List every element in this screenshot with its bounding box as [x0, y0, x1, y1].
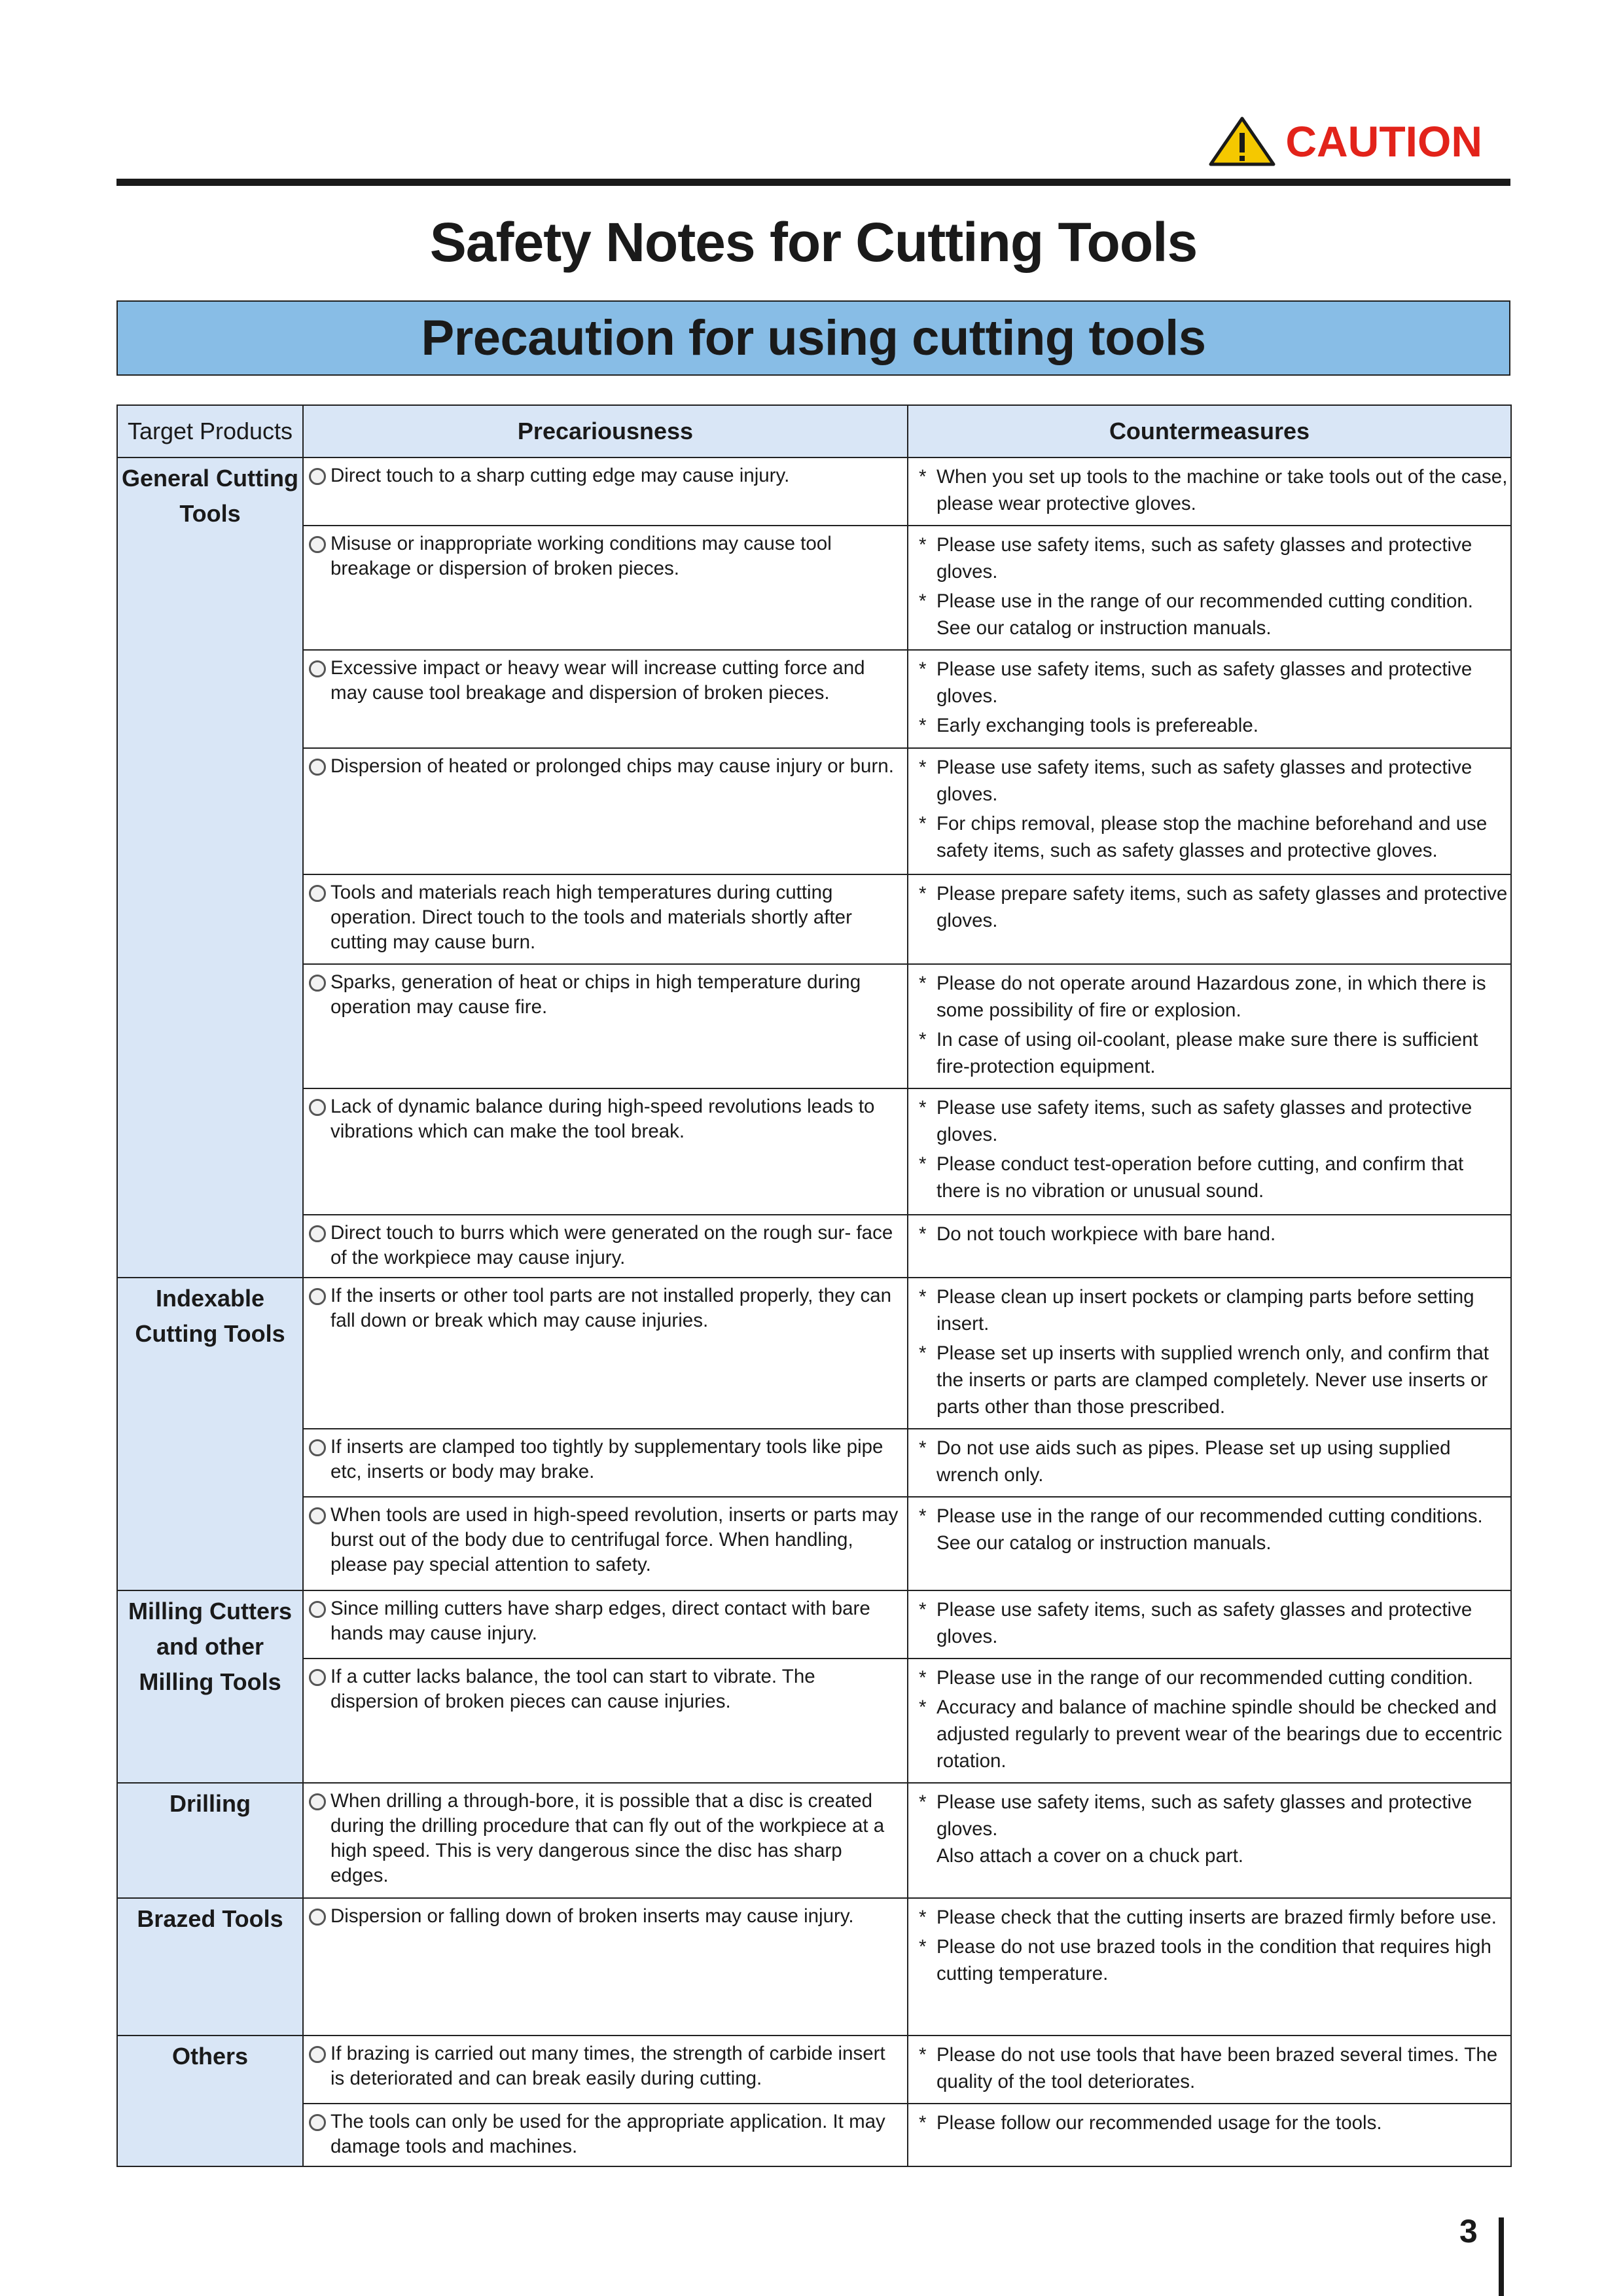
- countermeasure-item: [919, 531, 1508, 585]
- countermeasure-item: [919, 1503, 1508, 1556]
- countermeasure-text: Please use in the range of our recommended cutting condition.: [936, 1667, 1473, 1689]
- circle-bullet-icon: [309, 975, 326, 992]
- countermeasures-cell: [908, 748, 1511, 874]
- countermeasure-text: Also attach a cover on a chuck part.: [936, 1845, 1243, 1867]
- precariousness-item: [309, 1283, 904, 1333]
- precariousness-item: [309, 970, 904, 1020]
- countermeasure-item: [919, 1842, 1508, 1869]
- asterisk-bullet-icon: *: [919, 1286, 927, 1308]
- countermeasure-text: Please use safety items, such as safety glasses and protective gloves.: [936, 1097, 1472, 1145]
- table-row: [117, 1497, 1511, 1590]
- precariousness-text: Dispersion or falling down of broken inserts may cause injury.: [330, 1905, 854, 1927]
- circle-bullet-icon: [309, 759, 326, 776]
- precariousness-cell: [303, 1659, 908, 1783]
- circle-bullet-icon: [309, 660, 326, 677]
- countermeasures-cell: [908, 874, 1511, 964]
- page-title: Safety Notes for Cutting Tools: [429, 211, 1198, 273]
- countermeasure-item: [919, 1094, 1508, 1148]
- asterisk-bullet-icon: *: [919, 973, 927, 994]
- countermeasure-item: [919, 1283, 1508, 1337]
- precariousness-cell: [303, 1783, 908, 1898]
- countermeasure-item: [919, 1904, 1508, 1931]
- table-row: [117, 2104, 1511, 2166]
- precariousness-item: [309, 1094, 904, 1144]
- countermeasure-text: When you set up tools to the machine or take tools out of the case, please wear protective gloves.: [936, 466, 1508, 514]
- circle-bullet-icon: [309, 1225, 326, 1242]
- table-row: [117, 1898, 1511, 2036]
- header-countermeasures: Countermeasures: [908, 405, 1511, 457]
- precariousness-item: [309, 656, 904, 706]
- asterisk-bullet-icon: *: [919, 1599, 927, 1621]
- precariousness-text: Misuse or inappropriate working conditions may cause tool breakage or dispersion of broken pieces.: [330, 533, 832, 579]
- countermeasure-text: Please conduct test-operation before cutting, and confirm that there is no vibration or unusual sound.: [936, 1153, 1464, 1202]
- circle-bullet-icon: [309, 2046, 326, 2063]
- countermeasure-item: [919, 1151, 1508, 1204]
- table-row: [117, 1278, 1511, 1429]
- table-row: [117, 1783, 1511, 1898]
- target-product-category: Drilling: [117, 1783, 303, 1898]
- countermeasure-item: [919, 656, 1508, 709]
- countermeasure-text: In case of using oil-coolant, please make sure there is sufficient fire-protection equipment.: [936, 1029, 1478, 1077]
- precariousness-text: Since milling cutters have sharp edges, direct contact with bare hands may cause injury.: [330, 1598, 870, 1644]
- countermeasures-cell: [908, 1497, 1511, 1590]
- precariousness-item: [309, 463, 904, 488]
- table-row: [117, 1088, 1511, 1215]
- precariousness-item: [309, 1789, 904, 1888]
- countermeasures-cell: [908, 457, 1511, 526]
- precariousness-item: [309, 1904, 904, 1929]
- precariousness-item: [309, 1435, 904, 1484]
- countermeasure-text: Accuracy and balance of machine spindle should be checked and adjusted regularly to prevent wear of the bearings due to eccentric rotation.: [936, 1696, 1503, 1772]
- precariousness-item: [309, 1503, 904, 1577]
- section-title: Precaution for using cutting tools: [116, 300, 1510, 376]
- circle-bullet-icon: [309, 1669, 326, 1686]
- asterisk-bullet-icon: *: [919, 658, 927, 680]
- countermeasure-item: [919, 1026, 1508, 1080]
- countermeasure-text: Please prepare safety items, such as safety glasses and protective gloves.: [936, 883, 1508, 931]
- precariousness-cell: [303, 964, 908, 1088]
- countermeasure-item: [919, 1340, 1508, 1420]
- countermeasure-text: Please use in the range of our recommended cutting condition. See our catalog or instruction manuals.: [936, 590, 1473, 639]
- precariousness-item: [309, 1221, 904, 1270]
- table-row: [117, 526, 1511, 650]
- asterisk-bullet-icon: *: [919, 590, 927, 612]
- circle-bullet-icon: [309, 1099, 326, 1116]
- circle-bullet-icon: [309, 1507, 326, 1524]
- countermeasure-item: [919, 1789, 1508, 1842]
- precariousness-item: [309, 531, 904, 581]
- countermeasures-cell: [908, 1088, 1511, 1215]
- countermeasures-cell: [908, 650, 1511, 748]
- precariousness-text: Excessive impact or heavy wear will increase cutting force and may cause tool breakage and dispersion of broken pieces.: [330, 657, 865, 704]
- precariousness-text: When tools are used in high-speed revolution, inserts or parts may burst out of the body due to centrifugal force. When handling, please pay special attention to safety.: [330, 1504, 899, 1575]
- asterisk-bullet-icon: *: [919, 1907, 927, 1928]
- circle-bullet-icon: [309, 1601, 326, 1618]
- precariousness-text: If brazing is carried out many times, the strength of carbide insert is deteriorated and can break easily during cutting.: [330, 2043, 885, 2089]
- page-number-bar: [1499, 2217, 1504, 2296]
- precariousness-text: Direct touch to a sharp cutting edge may cause injury.: [330, 465, 790, 486]
- countermeasure-text: Please do not use tools that have been brazed several times. The quality of the tool deteriorates.: [936, 2044, 1498, 2092]
- countermeasure-text: Please do not use brazed tools in the condition that requires high cutting temperature.: [936, 1936, 1491, 1984]
- header-precariousness: Precariousness: [303, 405, 908, 457]
- precariousness-item: [309, 880, 904, 955]
- countermeasure-text: Early exchanging tools is prefereable.: [936, 715, 1258, 736]
- countermeasure-text: Please use in the range of our recommended cutting conditions. See our catalog or instruction manuals.: [936, 1505, 1483, 1554]
- target-product-category: Indexable Cutting Tools: [117, 1278, 303, 1590]
- precariousness-item: [309, 2041, 904, 2091]
- countermeasures-cell: [908, 1429, 1511, 1497]
- circle-bullet-icon: [309, 1439, 326, 1456]
- precariousness-text: When drilling a through-bore, it is possible that a disc is created during the drilling procedure that can fly out of the workpiece at a high speed. This is very dangerous since the disc has sharp edges.: [330, 1790, 885, 1886]
- table-row: [117, 1215, 1511, 1278]
- asterisk-bullet-icon: *: [919, 1029, 927, 1050]
- countermeasure-text: Please follow our recommended usage for the tools.: [936, 2112, 1382, 2134]
- countermeasure-item: [919, 880, 1508, 934]
- countermeasure-item: [919, 1933, 1508, 1987]
- countermeasure-item: [919, 1664, 1508, 1691]
- countermeasure-text: Please check that the cutting inserts are brazed firmly before use.: [936, 1907, 1497, 1928]
- countermeasure-text: For chips removal, please stop the machine beforehand and use safety items, such as safety glasses and protective gloves.: [936, 813, 1488, 861]
- circle-bullet-icon: [309, 1793, 326, 1810]
- precariousness-cell: [303, 650, 908, 748]
- asterisk-bullet-icon: *: [919, 1223, 927, 1245]
- circle-bullet-icon: [309, 885, 326, 902]
- countermeasure-item: [919, 970, 1508, 1024]
- precariousness-cell: [303, 2036, 908, 2104]
- target-product-category: Others: [117, 2036, 303, 2166]
- countermeasure-item: [919, 463, 1508, 517]
- precariousness-cell: [303, 874, 908, 964]
- asterisk-bullet-icon: *: [919, 813, 927, 834]
- circle-bullet-icon: [309, 1909, 326, 1926]
- precariousness-text: Lack of dynamic balance during high-speed revolutions leads to vibrations which can make the tool break.: [330, 1096, 875, 1142]
- asterisk-bullet-icon: *: [919, 2112, 927, 2134]
- asterisk-bullet-icon: *: [919, 883, 927, 905]
- precariousness-text: Dispersion of heated or prolonged chips may cause injury or burn.: [330, 755, 894, 777]
- countermeasures-cell: [908, 1215, 1511, 1278]
- precariousness-item: [309, 1664, 904, 1714]
- table-row: [117, 964, 1511, 1088]
- asterisk-bullet-icon: *: [919, 466, 927, 488]
- countermeasure-text: Do not touch workpiece with bare hand.: [936, 1223, 1276, 1245]
- asterisk-bullet-icon: *: [919, 1153, 927, 1175]
- countermeasures-cell: [908, 1898, 1511, 2036]
- countermeasure-item: [919, 2109, 1508, 2136]
- circle-bullet-icon: [309, 468, 326, 485]
- asterisk-bullet-icon: *: [919, 715, 927, 736]
- asterisk-bullet-icon: *: [919, 1437, 927, 1459]
- precariousness-cell: [303, 526, 908, 650]
- precariousness-text: The tools can only be used for the appropriate application. It may damage tools and machines.: [330, 2111, 885, 2157]
- countermeasures-cell: [908, 1659, 1511, 1783]
- target-product-category: General Cutting Tools: [117, 457, 303, 1278]
- countermeasures-cell: [908, 1783, 1511, 1898]
- precariousness-text: Tools and materials reach high temperatures during cutting operation. Direct touch to the tools and materials shortly after cutting may cause burn.: [330, 882, 852, 953]
- table-row: [117, 650, 1511, 748]
- asterisk-bullet-icon: *: [919, 1097, 927, 1119]
- countermeasure-text: Please use safety items, such as safety glasses and protective gloves.: [936, 1599, 1472, 1647]
- precariousness-cell: [303, 1088, 908, 1215]
- precariousness-text: If inserts are clamped too tightly by supplementary tools like pipe etc, inserts or body may brake.: [330, 1436, 883, 1482]
- countermeasure-item: [919, 1694, 1508, 1774]
- header-rule: [116, 179, 1510, 186]
- precariousness-item: [309, 754, 904, 779]
- precariousness-cell: [303, 1898, 908, 2036]
- asterisk-bullet-icon: *: [919, 757, 927, 778]
- precariousness-cell: [303, 748, 908, 874]
- precariousness-cell: [303, 1497, 908, 1590]
- circle-bullet-icon: [309, 2114, 326, 2131]
- countermeasure-text: Please clean up insert pockets or clamping parts before setting insert.: [936, 1286, 1474, 1335]
- asterisk-bullet-icon: *: [919, 1342, 927, 1364]
- precariousness-cell: [303, 2104, 908, 2166]
- target-product-category: Brazed Tools: [117, 1898, 303, 2036]
- countermeasure-text: Please use safety items, such as safety glasses and protective gloves.: [936, 534, 1472, 583]
- precariousness-cell: [303, 457, 908, 526]
- table-row: [117, 1590, 1511, 1659]
- precariousness-cell: [303, 1590, 908, 1659]
- table-header-row: [117, 405, 1511, 457]
- asterisk-bullet-icon: *: [919, 1936, 927, 1958]
- countermeasures-cell: [908, 526, 1511, 650]
- countermeasure-item: [919, 712, 1508, 739]
- countermeasures-cell: [908, 1278, 1511, 1429]
- table-row: [117, 748, 1511, 874]
- countermeasure-text: Please use safety items, such as safety glasses and protective gloves.: [936, 757, 1472, 805]
- precariousness-text: Sparks, generation of heat or chips in high temperature during operation may cause fire.: [330, 971, 861, 1018]
- countermeasure-item: [919, 1596, 1508, 1650]
- precariousness-cell: [303, 1278, 908, 1429]
- circle-bullet-icon: [309, 1288, 326, 1305]
- precariousness-text: If a cutter lacks balance, the tool can start to vibrate. The dispersion of broken pieces can cause injuries.: [330, 1666, 815, 1712]
- precaution-table: [116, 404, 1512, 2167]
- precariousness-text: If the inserts or other tool parts are not installed properly, they can fall down or break which may cause injuries.: [330, 1285, 892, 1331]
- asterisk-bullet-icon: *: [919, 1667, 927, 1689]
- precariousness-cell: [303, 1215, 908, 1278]
- countermeasure-text: Do not use aids such as pipes. Please set up using supplied wrench only.: [936, 1437, 1451, 1486]
- countermeasure-text: Please use safety items, such as safety glasses and protective gloves.: [936, 1791, 1472, 1840]
- precariousness-item: [309, 2109, 904, 2159]
- countermeasure-text: Please do not operate around Hazardous zone, in which there is some possibility of fire or explosion.: [936, 973, 1486, 1021]
- asterisk-bullet-icon: *: [919, 1505, 927, 1527]
- countermeasures-cell: [908, 2036, 1511, 2104]
- countermeasure-item: [919, 810, 1508, 864]
- countermeasure-text: Please set up inserts with supplied wrench only, and confirm that the inserts or parts are clamped completely. Never use inserts or parts other than those prescribed.: [936, 1342, 1489, 1418]
- precariousness-text: Direct touch to burrs which were generated on the rough sur- face of the workpiece may cause injury.: [330, 1222, 893, 1268]
- countermeasures-cell: [908, 2104, 1511, 2166]
- target-product-category: Milling Cutters and other Milling Tools: [117, 1590, 303, 1783]
- countermeasure-text: Please use safety items, such as safety glasses and protective gloves.: [936, 658, 1472, 707]
- table-row: [117, 2036, 1511, 2104]
- countermeasure-item: [919, 1221, 1508, 1247]
- warning-triangle-icon: [1208, 116, 1276, 167]
- table-body: [117, 457, 1511, 2166]
- page-number: 3: [1459, 2213, 1478, 2250]
- header-target-products: Target Products: [117, 405, 303, 457]
- precariousness-item: [309, 1596, 904, 1646]
- countermeasure-item: [919, 588, 1508, 641]
- circle-bullet-icon: [309, 536, 326, 553]
- asterisk-bullet-icon: *: [919, 534, 927, 556]
- table-row: [117, 1659, 1511, 1783]
- countermeasure-item: [919, 1435, 1508, 1488]
- countermeasure-item: [919, 754, 1508, 808]
- countermeasures-cell: [908, 1590, 1511, 1659]
- caution-header: [1208, 115, 1482, 168]
- table-row: [117, 874, 1511, 964]
- precariousness-cell: [303, 1429, 908, 1497]
- asterisk-bullet-icon: *: [919, 2044, 927, 2066]
- countermeasure-item: [919, 2041, 1508, 2095]
- countermeasures-cell: [908, 964, 1511, 1088]
- table-row: [117, 457, 1511, 526]
- asterisk-bullet-icon: *: [919, 1791, 927, 1813]
- table-row: [117, 1429, 1511, 1497]
- caution-label: CAUTION: [1285, 117, 1482, 166]
- asterisk-bullet-icon: *: [919, 1696, 927, 1718]
